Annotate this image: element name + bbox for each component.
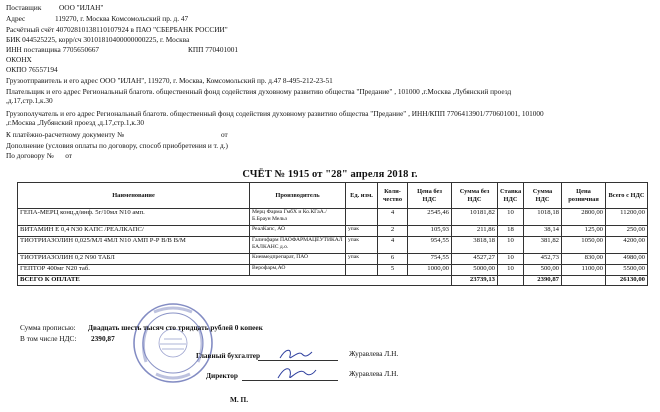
payer-line-2: ,д.17,стр.1,к.30	[6, 96, 53, 105]
table-row	[18, 254, 648, 265]
total-rate-empty	[498, 276, 524, 286]
cell-total: 4980,00	[606, 254, 648, 265]
shipper: Грузоотправитель и его адрес ООО "ИЛАН", 119270, г. Москва, Комсомольский пр. д.47 8-495-212-23-51	[6, 76, 333, 85]
director-label: Директор	[206, 371, 238, 380]
col-retail: Цена розничная	[562, 183, 606, 209]
cell-rate: 10	[498, 237, 524, 254]
table-row	[18, 237, 648, 254]
cell-qty: 5	[378, 265, 408, 276]
director-name: Журавлева Л.Н.	[349, 369, 399, 378]
chief-accountant-label: Главный бухгалтер	[196, 351, 261, 360]
amount-words-label: Сумма прописью:	[20, 323, 76, 332]
cell-name: ТИОТРИАЗОЛИН 0,025/МЛ 4МЛ N10 АМП Р-Р В/В В/М	[18, 237, 250, 254]
total-label: ВСЕГО К ОПЛАТЕ	[18, 276, 452, 286]
contract-label: По договору №	[6, 151, 54, 160]
col-unit: Ед. изм.	[346, 183, 378, 209]
cell-price: 2545,46	[408, 209, 452, 226]
cell-retail: 125,00	[562, 226, 606, 237]
bik: БИК 044525225, корр/сч 30101810400000000225, г. Москва	[6, 35, 190, 44]
director-signature-icon	[276, 362, 320, 384]
col-name: Наименование	[18, 183, 250, 209]
table-row	[18, 209, 648, 226]
cell-sum: 10181,82	[452, 209, 498, 226]
cell-name: ГЕПТОР 400мг N20 таб.	[18, 265, 250, 276]
total-row	[18, 276, 648, 286]
total-sum: 23739,13	[452, 276, 498, 286]
cell-total: 11200,00	[606, 209, 648, 226]
cell-vat: 1018,18	[524, 209, 562, 226]
table-row	[18, 265, 648, 276]
cell-total: 250,00	[606, 226, 648, 237]
kpp: КПП 770401001	[188, 45, 239, 54]
address-value: 119270, г. Москва Комсомольский пр. д. 47	[54, 14, 189, 23]
cell-qty: 6	[378, 254, 408, 265]
cell-retail: 1100,00	[562, 265, 606, 276]
total-all: 26130,00	[606, 276, 648, 286]
address-label: Адрес	[6, 14, 26, 23]
cell-maker: Верофарм,АО	[250, 265, 346, 276]
cell-unit	[346, 209, 378, 226]
cell-maker: Галичфарм ПАОФАРМАЦЕУТИКАЛ БАЛКАНС д.о.	[250, 237, 346, 254]
amount-words-value: Двадцать шесть тысяч сто тридцать рублей 0 копеек	[88, 323, 263, 332]
cell-name: ТИОТРИАЗОЛИН 0,2 N90 ТАБЛ	[18, 254, 250, 265]
cell-name: ГЕПА-МЕРЦ конц.д/инф. 5г/10мл N10 амп.	[18, 209, 250, 226]
col-vat: Сумма НДС	[524, 183, 562, 209]
col-price: Цена без НДС	[408, 183, 452, 209]
cell-retail: 1050,00	[562, 237, 606, 254]
contract-from: от	[65, 151, 72, 160]
company-stamp	[132, 302, 214, 384]
col-total: Всего с НДС	[606, 183, 648, 209]
col-maker: Производитель	[250, 183, 346, 209]
cell-unit: упак	[346, 254, 378, 265]
cell-total: 5500,00	[606, 265, 648, 276]
invoice-table	[17, 182, 648, 286]
inn: ИНН поставщика 7705650667	[6, 45, 100, 54]
cell-rate: 10	[498, 254, 524, 265]
cell-price: 1000,00	[408, 265, 452, 276]
total-retail-empty	[562, 276, 606, 286]
supplier-value: ООО "ИЛАН"	[59, 3, 104, 12]
cell-retail: 2800,00	[562, 209, 606, 226]
address-line	[6, 14, 188, 23]
cell-sum: 5000,00	[452, 265, 498, 276]
col-qty: Коли-чество	[378, 183, 408, 209]
addendum: Дополнение (условия оплаты по договору, способ приобретения и т. д.)	[6, 141, 228, 150]
cell-unit: упак	[346, 226, 378, 237]
table-header-row	[18, 183, 648, 209]
bank-account: Расчётный счёт 40702810138110107924 в ПАО "СБЕРБАНК РОССИИ"	[6, 25, 228, 34]
cell-unit	[346, 265, 378, 276]
cell-maker: РеалКапс, АО	[250, 226, 346, 237]
table-row	[18, 226, 648, 237]
cell-vat: 381,82	[524, 237, 562, 254]
cell-sum: 4527,27	[452, 254, 498, 265]
cell-price: 105,93	[408, 226, 452, 237]
col-rate: Ставка НДС	[498, 183, 524, 209]
cell-rate: 10	[498, 209, 524, 226]
contract	[6, 151, 72, 160]
inn-line	[6, 45, 99, 54]
cell-sum: 211,86	[452, 226, 498, 237]
cell-maker: Киевмедпрепарат, ПАО	[250, 254, 346, 265]
cell-qty: 4	[378, 237, 408, 254]
invoice-title: СЧЁТ № 1915 от "28" апреля 2018 г.	[242, 169, 418, 180]
vat-label: В том числе НДС:	[20, 334, 77, 343]
payment-doc: К платёжно-расчетному документу №	[6, 130, 124, 139]
payment-doc-from: от	[221, 130, 228, 139]
okpo: ОКПО 76557194	[6, 65, 58, 74]
cell-total: 4200,00	[606, 237, 648, 254]
cell-qty: 2	[378, 226, 408, 237]
cell-maker: Мерц Фарма ГмбХ и Ко.КГаА./Б.Браун Мельз	[250, 209, 346, 226]
supplier-label: Поставщик	[6, 3, 42, 12]
col-sum: Сумма без НДС	[452, 183, 498, 209]
total-vat: 2390,87	[524, 276, 562, 286]
cell-qty: 4	[378, 209, 408, 226]
cell-vat: 500,00	[524, 265, 562, 276]
cell-retail: 830,00	[562, 254, 606, 265]
supplier-line	[6, 3, 103, 12]
cell-price: 754,55	[408, 254, 452, 265]
cell-price: 954,55	[408, 237, 452, 254]
chief-accountant-signature-icon	[278, 344, 318, 364]
cell-name: ВИТАМИН Е 0,4 N30 КАПС /РЕАЛКАПС/	[18, 226, 250, 237]
cell-rate: 18	[498, 226, 524, 237]
cell-vat: 38,14	[524, 226, 562, 237]
chief-accountant-name: Журавлева Л.Н.	[349, 349, 399, 358]
consignee-line-1: Грузополучатель и его адрес Региональный благотв. общественный фонд содействия духовному развитию общества "Предание" , ИНН/КПП 7706413901/770601001, 101000	[6, 109, 544, 118]
okonh: ОКОНХ	[6, 55, 32, 64]
consignee-line-2: ,г.Москва ,Лубянский проезд ,д.17,стр.1,к.30	[6, 118, 145, 127]
cell-vat: 452,73	[524, 254, 562, 265]
cell-unit: упак	[346, 237, 378, 254]
mp-label: М. П.	[230, 395, 249, 404]
payer-line-1: Плательщик и его адрес Региональный благотв. общественный фонд содействия духовному развитию общества "Предание" , 101000 ,г.Москва ,Лубянский проезд	[6, 87, 512, 96]
cell-rate: 10	[498, 265, 524, 276]
cell-sum: 3818,18	[452, 237, 498, 254]
vat-value: 2390,87	[91, 334, 115, 343]
